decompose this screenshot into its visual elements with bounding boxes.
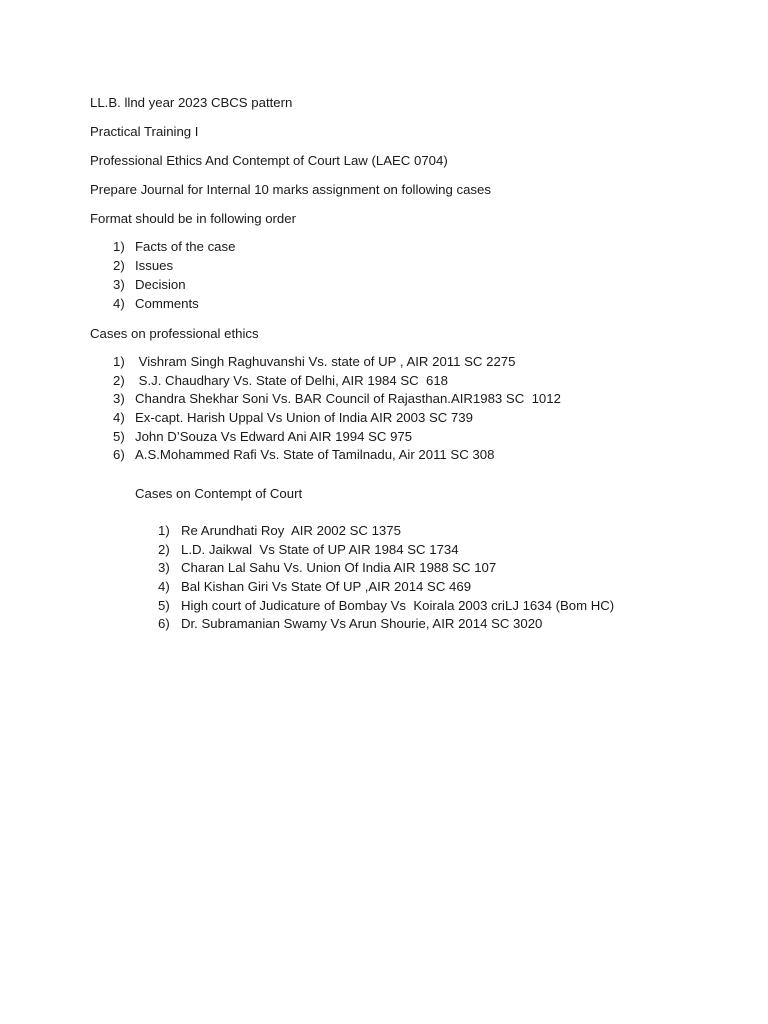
ethics-heading: Cases on professional ethics [90,326,259,341]
list-number: 1) [113,239,125,254]
list-number: 6) [158,616,170,632]
list-text: High court of Judicature of Bombay Vs Koirala 2003 criLJ 1634 (Bom HC) [181,597,615,613]
list-text: A.S.Mohammed Rafi Vs. State of Tamilnadu, Air 2011 SC 308 [135,447,495,463]
list-number: 5) [113,428,125,444]
list-text: Issues [135,258,174,273]
list-text: Decision [135,277,186,292]
list-number: 2) [113,258,125,273]
list-text: Dr. Subramanian Swamy Vs Arun Shourie, AIR 2014 SC 3020 [181,616,543,632]
list-number: 5) [158,597,170,613]
subject-title: Professional Ethics And Contempt of Court Law (LAEC 0704) [90,153,448,168]
assignment-instruction: Prepare Journal for Internal 10 marks assignment on following cases [90,182,491,197]
list-text: Chandra Shekhar Soni Vs. BAR Council of Rajasthan.AIR1983 SC 1012 [135,391,561,407]
list-number: 1) [158,523,170,538]
contempt-heading: Cases on Contempt of Court [135,486,303,501]
list-number: 4) [113,410,125,426]
list-number: 4) [113,296,125,311]
format-intro: Format should be in following order [90,211,296,226]
list-text: Re Arundhati Roy AIR 2002 SC 1375 [181,523,401,538]
list-text: Comments [135,296,199,311]
list-number: 2) [113,372,125,388]
training-title: Practical Training I [90,124,199,139]
list-text: L.D. Jaikwal Vs State of UP AIR 1984 SC 1734 [181,541,459,557]
header-line: LL.B. llnd year 2023 CBCS pattern [90,95,293,110]
list-number: 2) [158,541,170,557]
list-number: 6) [113,447,125,463]
list-number: 3) [113,277,125,292]
list-text: Charan Lal Sahu Vs. Union Of India AIR 1988 SC 107 [181,560,497,576]
list-text: John D’Souza Vs Edward Ani AIR 1994 SC 975 [135,428,413,444]
list-text: Ex-capt. Harish Uppal Vs Union of India AIR 2003 SC 739 [135,410,473,426]
list-text: S.J. Chaudhary Vs. State of Delhi, AIR 1984 SC 618 [135,372,449,388]
list-text: Vishram Singh Raghuvanshi Vs. state of UP , AIR 2011 SC 2275 [135,354,516,369]
list-number: 3) [158,560,170,576]
list-text: Bal Kishan Giri Vs State Of UP ,AIR 2014 SC 469 [181,579,472,595]
list-number: 1) [113,354,125,369]
list-text: Facts of the case [135,239,236,254]
list-number: 4) [158,579,170,595]
list-number: 3) [113,391,125,407]
